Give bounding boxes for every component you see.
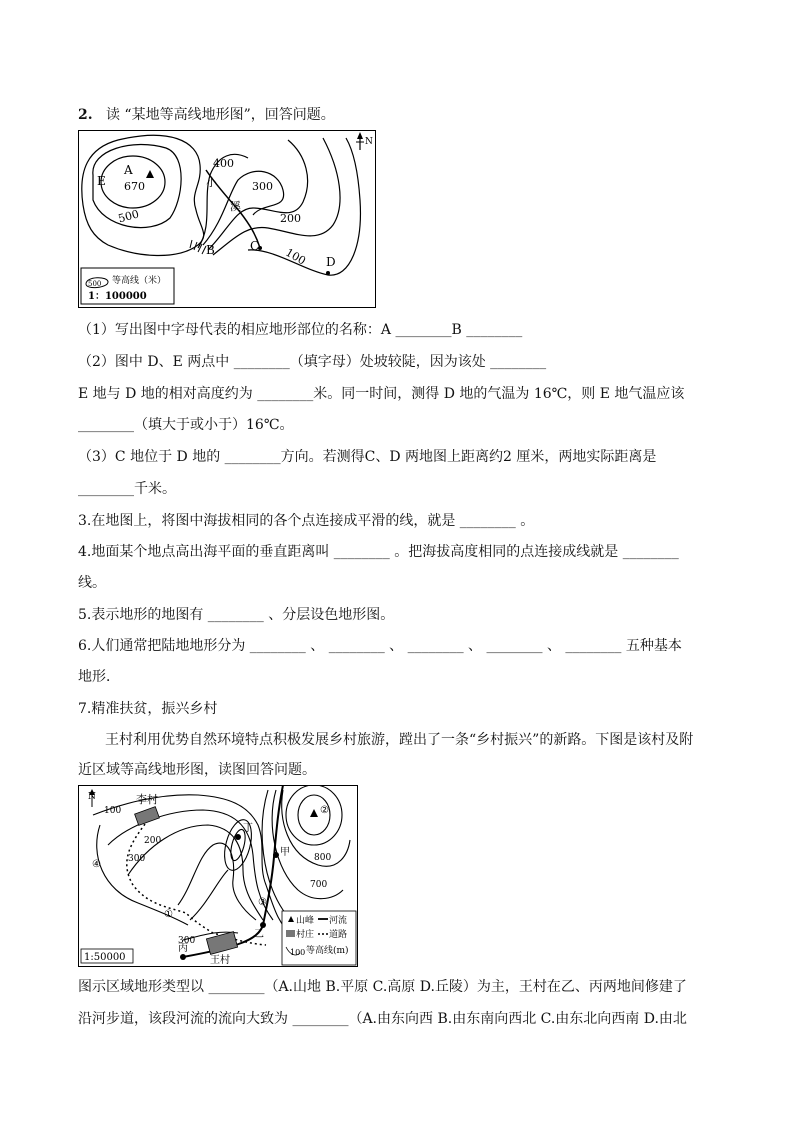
q5-text: 5.表示地形的地图有 ________ 、分层设色地形图。 (78, 607, 395, 623)
label-100: 100 (283, 245, 308, 268)
q2-number: 2. (78, 107, 93, 123)
label-100: 100 (104, 806, 122, 816)
contour-map-1 (78, 130, 376, 308)
label-300a: 300 (128, 854, 146, 864)
label-yi: 乙 (254, 929, 264, 940)
label-n2: ② (320, 805, 329, 816)
label-n4: ④ (92, 859, 101, 870)
label-b: B (206, 243, 215, 257)
q2-sub3a: （3）C 地位于 D 地的 ________方向。若测得C、D 两地图上距离约2 厘米，两地实际距离是 (78, 449, 657, 465)
label-ding: 丁 (243, 823, 253, 834)
q2-sub3b: ________千米。 (78, 481, 176, 497)
q7-para1: 王村利用优势自然环境特点积极发展乡村旅游，蹚出了一条“乡村振兴”的新路。下图是该村及附 (105, 732, 694, 748)
label-river1: 小 (206, 176, 217, 189)
label-200: 200 (144, 836, 162, 846)
label-c: C (250, 239, 260, 253)
label-700: 700 (310, 880, 328, 890)
legend-peak: 山峰 (296, 916, 315, 926)
legend-contour: 100 (290, 948, 306, 957)
label-500: 500 (116, 207, 141, 226)
legend-scale: 1：100000 (88, 291, 147, 302)
contour-map-2 (78, 785, 358, 967)
label-wangcun: 王村 (210, 955, 230, 966)
q4-text-b: 线。 (78, 575, 106, 591)
label-300b: 300 (178, 936, 196, 946)
label-n1: ① (164, 909, 173, 920)
label-licun: 李村 (136, 793, 158, 806)
q3-text: 3.在地图上，将图中海拔相同的各个点连接成平滑的线，就是 ________ 。 (78, 513, 535, 529)
q2-sub2c: ________（填大于或小于）16℃。 (78, 417, 294, 433)
label-bing: 丙 (178, 943, 188, 954)
legend-label: 等高线（米） (112, 276, 167, 286)
q7-q1b: 沿河步道，该段河流的流向大致为 ________（A.由东向西 B.由东南向西北 C.由东北向西南 D.由北 (78, 1011, 687, 1027)
scale-label: 1:50000 (84, 952, 126, 963)
q7-para2: 近区域等高线地形图，读图回答问题。 (78, 762, 316, 778)
legend-road: 道路 (329, 930, 348, 940)
label-300: 300 (252, 180, 273, 193)
label-a: A (124, 163, 133, 177)
label-river2: 溪 (230, 200, 241, 213)
label-800: 800 (314, 853, 332, 863)
q2-heading (78, 106, 335, 124)
q2-sub2b: E 地与 D 地的相对高度约为 ________米。同一时间，测得 D 地的气温为 16℃，则 E 地气温应该 (78, 386, 685, 402)
legend-contour-label: 等高线(m) (306, 946, 349, 956)
legend-village: 村庄 (296, 930, 315, 940)
q4-text-a: 4.地面某个地点高出海平面的垂直距离叫 ________ 。把海拔高度相同的点连接成线就是 ________ (78, 544, 679, 560)
q6-text-a: 6.人们通常把陆地地形分为 ________ 、 ________ 、 ________ 、 ________ 、 ________ 五种基本 (78, 638, 682, 654)
label-jia: 甲 (280, 847, 290, 858)
label-400: 400 (213, 157, 234, 170)
q7-q1a: 图示区域地形类型以 ________（A.山地 B.平原 C.高原 D.丘陵）为主，王村在乙、丙两地间修建了 (78, 979, 687, 995)
legend-river: 河流 (329, 916, 348, 926)
north-label: N (365, 137, 373, 147)
legend-sample: 500 (88, 280, 102, 288)
label-200: 200 (280, 212, 301, 225)
q2-title: 读 “某地等高线地形图”，回答问题。 (105, 107, 335, 123)
q2-sub1: （1）写出图中字母代表的相应地形部位的名称：A ________B ________ (78, 322, 523, 338)
label-d: D (326, 255, 336, 269)
label-e: E (97, 174, 106, 188)
q6-text-b: 地形． (78, 669, 120, 685)
label-n3: ③ (258, 897, 267, 908)
q2-sub2a: （2）图中 D、E 两点中 ________（填字母）处坡较陡，因为该处 ________ (78, 354, 547, 370)
q7-title: 7.精准扶贫，振兴乡村 (78, 701, 218, 717)
label-peak: 670 (124, 180, 145, 193)
north-label-2: N (88, 792, 96, 802)
